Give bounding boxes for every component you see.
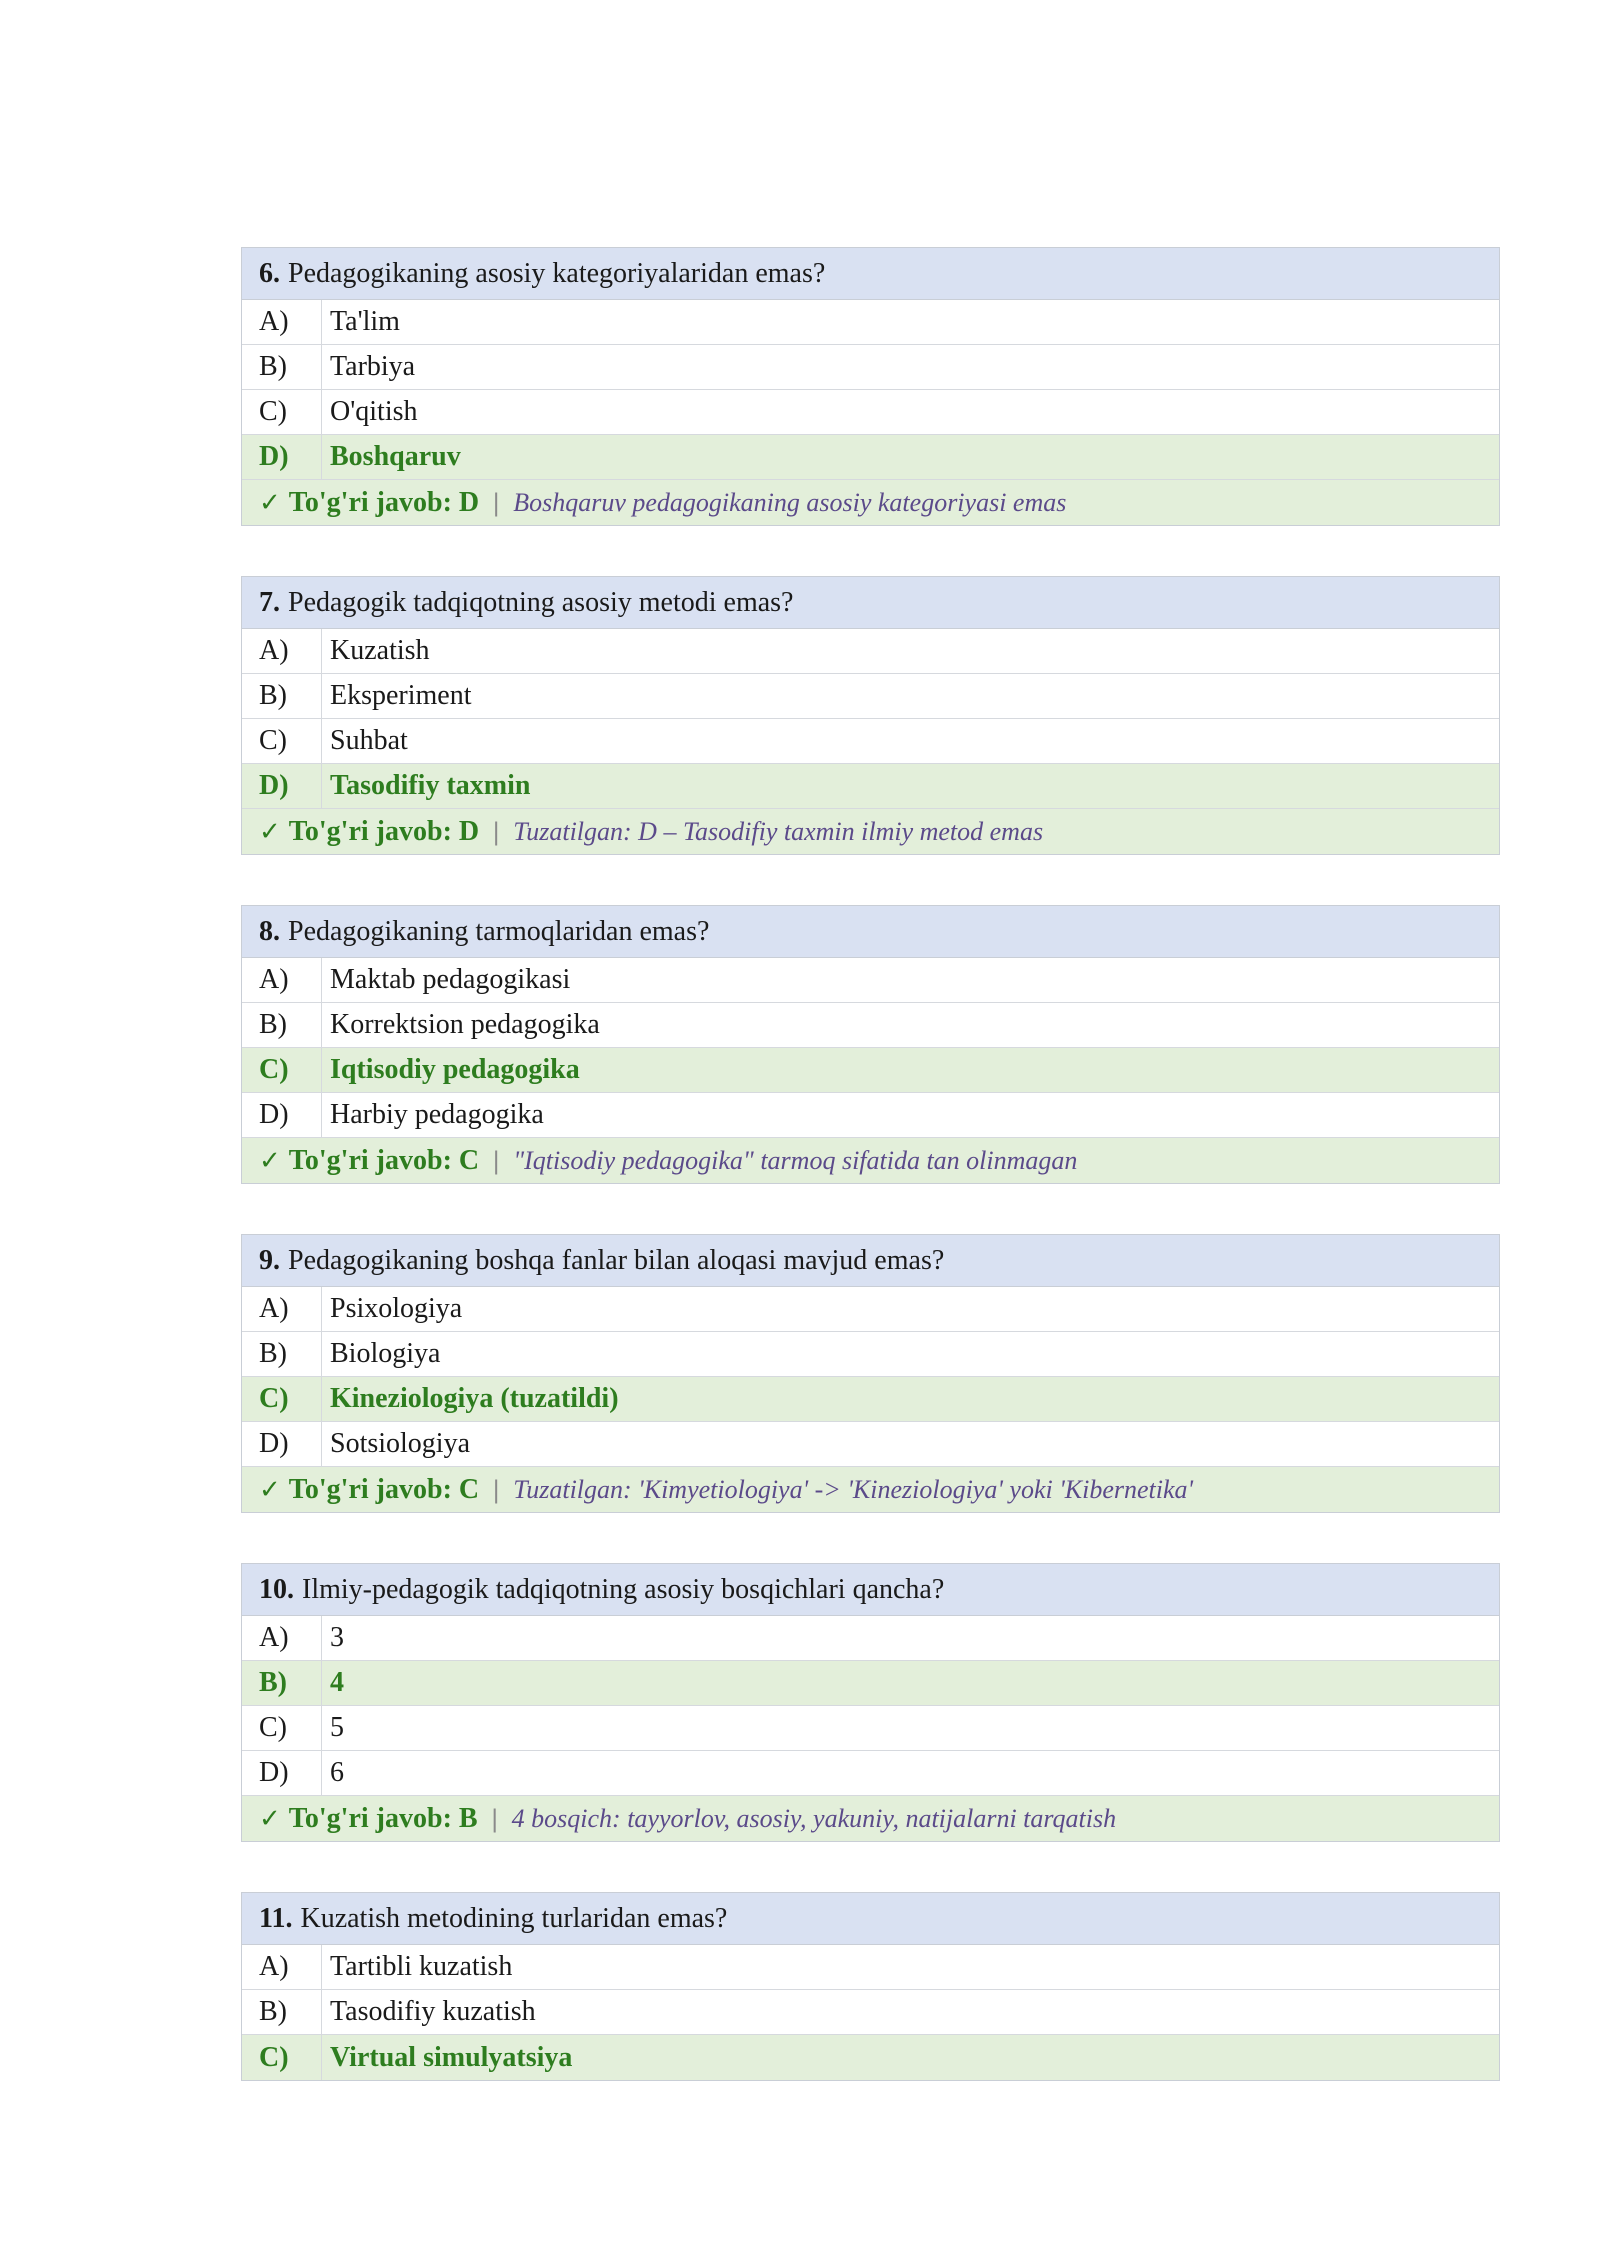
question-text: Pedagogikaning boshqa fanlar bilan aloqasi mavjud emas? bbox=[288, 1244, 945, 1276]
question-block bbox=[241, 576, 1500, 855]
option-text: 4 bbox=[330, 1667, 344, 1698]
question-text: Pedagogikaning asosiy kategoriyalaridan emas? bbox=[288, 257, 826, 289]
answer-note: Tuzatilgan: D – Tasodifiy taxmin ilmiy metod emas bbox=[513, 816, 1044, 846]
option-row bbox=[242, 1751, 1499, 1796]
option-text: Suhbat bbox=[330, 725, 408, 756]
option-row bbox=[242, 300, 1499, 345]
option-letter: C) bbox=[242, 1048, 322, 1092]
option-row-correct bbox=[242, 2035, 1499, 2080]
option-row bbox=[242, 1616, 1499, 1661]
option-text: O'qitish bbox=[330, 396, 418, 427]
answer-row bbox=[242, 809, 1499, 854]
question-header bbox=[242, 906, 1499, 958]
option-row bbox=[242, 1332, 1499, 1377]
question-text: Ilmiy-pedagogik tadqiqotning asosiy bosqichlari qancha? bbox=[302, 1573, 945, 1605]
option-row-correct bbox=[242, 435, 1499, 480]
option-row bbox=[242, 1706, 1499, 1751]
option-text: Virtual simulyatsiya bbox=[330, 2041, 573, 2073]
option-text: Boshqaruv bbox=[330, 441, 461, 472]
option-text: 5 bbox=[330, 1712, 344, 1743]
option-letter: A) bbox=[242, 629, 322, 673]
question-text: Kuzatish metodining turlaridan emas? bbox=[300, 1902, 728, 1934]
option-text: Tarbiya bbox=[330, 351, 416, 382]
option-text: Biologiya bbox=[330, 1338, 441, 1369]
question-number: 10. bbox=[259, 1573, 294, 1605]
option-row bbox=[242, 1003, 1499, 1048]
option-text: Kuzatish bbox=[330, 635, 430, 666]
answer-note: "Iqtisodiy pedagogika" tarmoq sifatida tan olinmagan bbox=[513, 1145, 1078, 1175]
answer-row bbox=[242, 1796, 1499, 1841]
question-header bbox=[242, 248, 1499, 300]
separator: | bbox=[490, 1804, 499, 1833]
separator: | bbox=[492, 1146, 501, 1175]
question-block bbox=[241, 905, 1500, 1184]
answer-note: Boshqaruv pedagogikaning asosiy kategoriyasi emas bbox=[513, 487, 1067, 517]
option-text: Maktab pedagogikasi bbox=[330, 964, 571, 995]
question-header bbox=[242, 1235, 1499, 1287]
answer-row bbox=[242, 1138, 1499, 1183]
option-row bbox=[242, 1287, 1499, 1332]
separator: | bbox=[492, 817, 501, 846]
answer-note: Tuzatilgan: 'Kimyetiologiya' -> 'Kineziologiya' yoki 'Kibernetika' bbox=[513, 1474, 1194, 1504]
option-row-correct bbox=[242, 764, 1499, 809]
option-row bbox=[242, 390, 1499, 435]
option-letter: B) bbox=[242, 1661, 322, 1705]
option-letter: D) bbox=[242, 1422, 322, 1466]
option-letter: C) bbox=[242, 1377, 322, 1421]
question-block bbox=[241, 1892, 1500, 2081]
question-text: Pedagogikaning tarmoqlaridan emas? bbox=[288, 915, 710, 947]
option-letter: C) bbox=[242, 719, 322, 763]
option-text: Tartibli kuzatish bbox=[330, 1951, 513, 1982]
checkmark-icon: ✓ bbox=[259, 1145, 281, 1176]
option-text: Iqtisodiy pedagogika bbox=[330, 1054, 580, 1085]
answer-label: To'g'ri javob: D bbox=[288, 815, 480, 847]
answer-label: To'g'ri javob: B bbox=[288, 1802, 478, 1834]
option-row bbox=[242, 345, 1499, 390]
question-block bbox=[241, 1563, 1500, 1842]
option-row bbox=[242, 674, 1499, 719]
option-row bbox=[242, 1422, 1499, 1467]
checkmark-icon: ✓ bbox=[259, 487, 281, 518]
option-letter: B) bbox=[242, 1990, 322, 2034]
option-text: Korrektsion pedagogika bbox=[330, 1009, 600, 1040]
question-number: 6. bbox=[259, 257, 280, 289]
option-row-correct bbox=[242, 1048, 1499, 1093]
option-letter: B) bbox=[242, 674, 322, 718]
question-header bbox=[242, 1564, 1499, 1616]
option-text: 3 bbox=[330, 1622, 344, 1653]
checkmark-icon: ✓ bbox=[259, 1474, 281, 1505]
answer-row bbox=[242, 1467, 1499, 1512]
option-letter: C) bbox=[242, 390, 322, 434]
question-header bbox=[242, 1893, 1499, 1945]
option-text: Eksperiment bbox=[330, 680, 472, 711]
option-letter: D) bbox=[242, 1093, 322, 1137]
option-row bbox=[242, 958, 1499, 1003]
separator: | bbox=[492, 488, 501, 517]
option-row bbox=[242, 629, 1499, 674]
checkmark-icon: ✓ bbox=[259, 1803, 281, 1834]
option-letter: C) bbox=[242, 1706, 322, 1750]
option-text: Ta'lim bbox=[330, 306, 400, 337]
option-text: 6 bbox=[330, 1757, 344, 1788]
answer-label: To'g'ri javob: C bbox=[288, 1144, 480, 1176]
option-letter: A) bbox=[242, 300, 322, 344]
question-number: 7. bbox=[259, 586, 280, 618]
question-number: 11. bbox=[259, 1902, 293, 1934]
option-text: Tasodifiy taxmin bbox=[330, 770, 531, 801]
option-row-correct bbox=[242, 1661, 1499, 1706]
option-text: Sotsiologiya bbox=[330, 1428, 471, 1459]
option-letter: B) bbox=[242, 1003, 322, 1047]
question-block bbox=[241, 247, 1500, 526]
option-row bbox=[242, 719, 1499, 764]
option-letter: A) bbox=[242, 1287, 322, 1331]
question-text: Pedagogik tadqiqotning asosiy metodi emas? bbox=[288, 586, 794, 618]
question-number: 8. bbox=[259, 915, 280, 947]
option-letter: D) bbox=[242, 764, 322, 808]
option-letter: B) bbox=[242, 345, 322, 389]
option-text: Tasodifiy kuzatish bbox=[330, 1996, 536, 2027]
option-row bbox=[242, 1990, 1499, 2035]
separator: | bbox=[492, 1475, 501, 1504]
option-letter: D) bbox=[242, 1751, 322, 1795]
answer-label: To'g'ri javob: C bbox=[288, 1473, 480, 1505]
option-letter: A) bbox=[242, 1616, 322, 1660]
option-row bbox=[242, 1945, 1499, 1990]
option-letter: B) bbox=[242, 1332, 322, 1376]
option-letter: A) bbox=[242, 1945, 322, 1989]
option-row-correct bbox=[242, 1377, 1499, 1422]
option-row bbox=[242, 1093, 1499, 1138]
answer-label: To'g'ri javob: D bbox=[288, 486, 480, 518]
option-letter: C) bbox=[242, 2035, 322, 2080]
answer-row bbox=[242, 480, 1499, 525]
option-text: Kineziologiya (tuzatildi) bbox=[330, 1383, 619, 1414]
option-text: Psixologiya bbox=[330, 1293, 463, 1324]
question-header bbox=[242, 577, 1499, 629]
option-letter: A) bbox=[242, 958, 322, 1002]
option-letter: D) bbox=[242, 435, 322, 479]
checkmark-icon: ✓ bbox=[259, 816, 281, 847]
option-text: Harbiy pedagogika bbox=[330, 1099, 544, 1130]
question-block bbox=[241, 1234, 1500, 1513]
answer-note: 4 bosqich: tayyorlov, asosiy, yakuniy, natijalarni tarqatish bbox=[511, 1803, 1117, 1833]
question-number: 9. bbox=[259, 1244, 280, 1276]
